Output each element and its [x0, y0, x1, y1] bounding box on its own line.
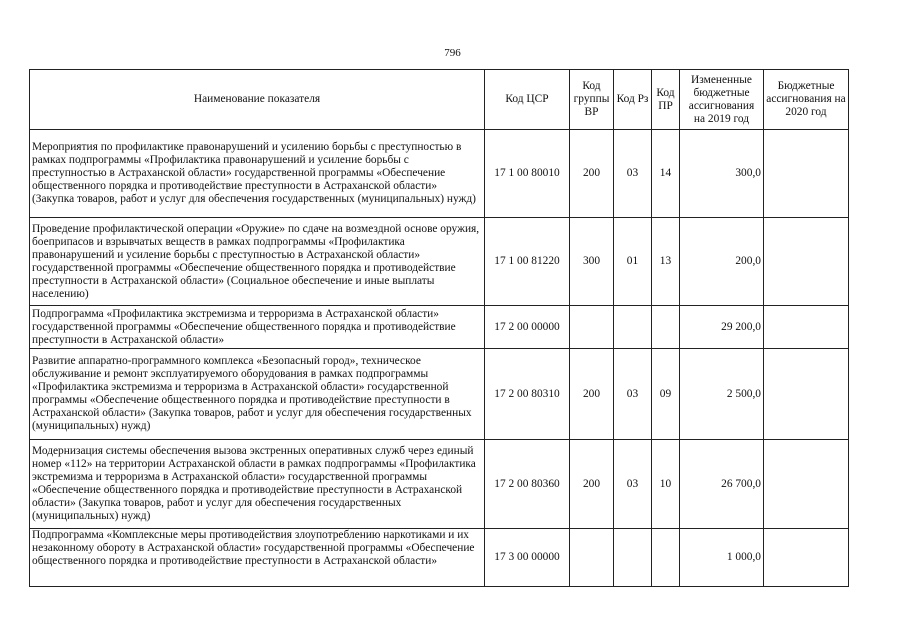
header-pr: Код ПР — [652, 70, 680, 130]
row-group: 200 — [570, 349, 614, 440]
row-group: 300 — [570, 218, 614, 306]
row-csr: 17 2 00 00000 — [485, 306, 570, 349]
row-rz: 01 — [614, 218, 652, 306]
row-amount-2020 — [764, 529, 849, 587]
header-rz: Код Рз — [614, 70, 652, 130]
row-amount-2019: 200,0 — [680, 218, 764, 306]
row-csr: 17 2 00 80360 — [485, 440, 570, 529]
row-name: Подпрограмма «Профилактика экстремизма и терроризма в Астраханской области» государственной программы «Обеспечение общественного порядка и противодействие преступности в Астраханской области» — [30, 306, 485, 349]
row-name: Модернизация системы обеспечения вызова экстренных оперативных служб через единый номер «112» на территории Астраханской области в рамках подпрограммы «Профилактика экстремизма и терроризма в Астраханской области» государственной программы «Обеспечение общественного порядка и противодействие преступности в Астраханской области» (Закупка товаров, работ и услуг для обеспечения государственных (муниципальных) нужд) — [30, 440, 485, 529]
row-amount-2020 — [764, 130, 849, 218]
row-group: 200 — [570, 130, 614, 218]
row-amount-2020 — [764, 306, 849, 349]
row-name: Развитие аппаратно-программного комплекса «Безопасный город», техническое обслуживание и ремонт эксплуатируемого оборудования в рамках подпрограммы «Профилактика экстремизма и терроризма в Астраханской области» государственной программы «Обеспечение общественного порядка и противодействие преступности в Астраханской области» (Закупка товаров, работ и услуг для обеспечения государственных (муниципальных) нужд) — [30, 349, 485, 440]
row-group — [570, 306, 614, 349]
row-amount-2019: 2 500,0 — [680, 349, 764, 440]
header-group: Код группы ВР — [570, 70, 614, 130]
row-rz: 03 — [614, 440, 652, 529]
row-pr: 09 — [652, 349, 680, 440]
row-amount-2020 — [764, 218, 849, 306]
row-group: 200 — [570, 440, 614, 529]
row-amount-2020 — [764, 440, 849, 529]
row-rz — [614, 306, 652, 349]
row-csr: 17 1 00 81220 — [485, 218, 570, 306]
table-row — [30, 349, 849, 440]
page-number: 796 — [444, 47, 461, 59]
budget-table — [29, 69, 849, 587]
row-pr — [652, 529, 680, 587]
row-amount-2019: 26 700,0 — [680, 440, 764, 529]
table-row — [30, 440, 849, 529]
row-group — [570, 529, 614, 587]
row-pr — [652, 306, 680, 349]
row-pr: 13 — [652, 218, 680, 306]
row-csr: 17 2 00 80310 — [485, 349, 570, 440]
header-amount-2020: Бюджетные ассигнования на 2020 год — [764, 70, 849, 130]
row-name: Подпрограмма «Комплексные меры противодействия злоупотреблению наркотиками и их незаконному обороту в Астраханской области» государственной программы «Обеспечение общественного порядка и противодействие преступности в Астраханской области» — [30, 529, 485, 587]
row-csr: 17 1 00 80010 — [485, 130, 570, 218]
row-rz: 03 — [614, 130, 652, 218]
row-csr: 17 3 00 00000 — [485, 529, 570, 587]
table-row — [30, 130, 849, 218]
table-row — [30, 529, 849, 587]
row-amount-2019: 1 000,0 — [680, 529, 764, 587]
row-rz: 03 — [614, 349, 652, 440]
row-amount-2019: 300,0 — [680, 130, 764, 218]
header-csr: Код ЦСР — [485, 70, 570, 130]
table-row — [30, 306, 849, 349]
row-amount-2020 — [764, 349, 849, 440]
header-amount-2019: Измененные бюджетные ассигнования на 2019 год — [680, 70, 764, 130]
row-rz — [614, 529, 652, 587]
header-name: Наименование показателя — [30, 70, 485, 130]
row-pr: 10 — [652, 440, 680, 529]
row-name: Мероприятия по профилактике правонарушений и усилению борьбы с преступностью в рамках подпрограммы «Профилактика правонарушений и усиление борьбы с преступностью в Астраханской области» государственной программы «Обеспечение общественного порядка и противодействие преступности в Астраханской области» (Закупка товаров, работ и услуг для обеспечения государственных (муниципальных) нужд) — [30, 130, 485, 218]
row-pr: 14 — [652, 130, 680, 218]
table-header-row — [30, 70, 849, 130]
row-name: Проведение профилактической операции «Оружие» по сдаче на возмездной основе оружия, боеприпасов и взрывчатых веществ в рамках подпрограммы «Профилактика правонарушений и усиление борьбы с преступностью в Астраханской области» государственной программы «Обеспечение общественного порядка и противодействие преступности в Астраханской области» (Социальное обеспечение и иные выплаты населению) — [30, 218, 485, 306]
row-amount-2019: 29 200,0 — [680, 306, 764, 349]
table-row — [30, 218, 849, 306]
